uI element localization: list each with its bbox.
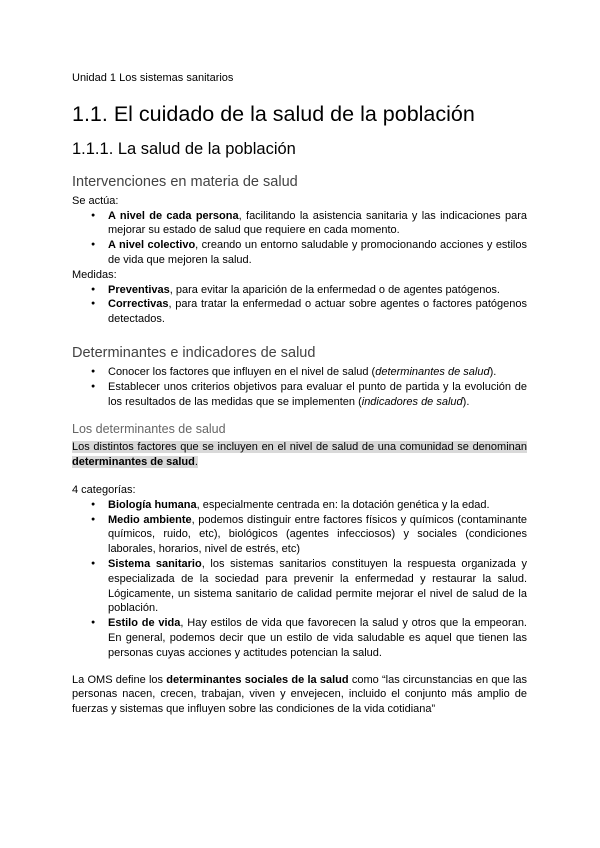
heading-los-determinantes: Los determinantes de salud [72, 422, 226, 437]
description: , especialmente centrada en: la dotación genética y la edad. [196, 498, 490, 511]
heading-determinantes-indicadores: Determinantes e indicadores de salud [72, 344, 316, 361]
list-item [108, 283, 527, 298]
text: Los distintos factores que se incluyen en el nivel de salud de una comunidad se denominan [72, 441, 527, 454]
term: A nivel colectivo [108, 239, 196, 252]
list-item [108, 209, 527, 239]
list-item [108, 380, 527, 410]
text-end: como “las circunstancias en que las personas nacen, crecen, trabajan, viven y envejecen, incluido el conjunto más amplio de fuerzas y sistemas que influyen sobre las condiciones de la vida cotidiana” [72, 673, 527, 716]
italic-term: determinantes de salud [375, 365, 490, 378]
text-end: ). [462, 395, 470, 408]
text: La OMS define los [72, 673, 167, 686]
term: Sistema sanitario [108, 557, 202, 570]
term: Preventivas [108, 283, 170, 296]
highlighted-definition [72, 440, 527, 470]
heading-intervenciones: Intervenciones en materia de salud [72, 173, 298, 190]
list-item [108, 297, 527, 327]
list-categorias [72, 498, 527, 661]
list-item [108, 498, 527, 513]
list-se-actua [72, 209, 527, 268]
term: determinantes de salud [72, 456, 195, 469]
term: Correctivas [108, 298, 169, 311]
oms-paragraph [72, 673, 527, 717]
label-medidas: Medidas: [72, 268, 117, 281]
term: determinantes sociales de la salud [166, 673, 349, 686]
label-categorias: 4 categorías: [72, 483, 136, 496]
page-header: Unidad 1 Los sistemas sanitarios [72, 72, 234, 84]
section-title: 1.1.1. La salud de la población [72, 139, 296, 158]
list-determinantes-indicadores [72, 365, 527, 409]
description: , para tratar la enfermedad o actuar sobre agentes o factores patógenos detectados. [108, 298, 527, 326]
label-se-actua: Se actúa: [72, 194, 119, 207]
list-item [108, 513, 527, 557]
description: , creando un entorno saludable y promocionando acciones y estilos de vida que mejoren la salud. [108, 239, 527, 266]
list-item [108, 557, 527, 616]
text-end: ). [489, 365, 497, 378]
text: Establecer unos criterios objetivos para evaluar el punto de partida y la evolución de los resultados de las medidas que se implementen ( [108, 380, 527, 408]
text: Conocer los factores que influyen en el nivel de salud ( [108, 365, 376, 378]
list-item [108, 238, 527, 268]
description: , podemos distinguir entre factores físicos y químicos (contaminante químicos, ruido, etc), biológicos (agentes infecciosos) y sociales (condiciones laborales, horarios, nivel de estrés, etc) [108, 513, 527, 556]
description: , los sistemas sanitarios constituyen la respuesta organizada y especializada de la sociedad para prevenir la enfermedad y restaurar la salud. Lógicamente, un sistema sanitario de calidad permite mejorar el nivel de salud de la población. [108, 557, 527, 615]
term: A nivel de cada persona [108, 209, 239, 222]
description: , facilitando la asistencia sanitaria y las indicaciones para mejorar su estado de salud que requiere en cada momento. [108, 209, 527, 237]
list-medidas [72, 283, 527, 327]
description: , para evitar la aparición de la enfermedad o de agentes patógenos. [169, 283, 500, 296]
term: Medio ambiente [108, 513, 192, 526]
term: Estilo de vida [108, 617, 181, 630]
term: Biología humana [108, 498, 197, 511]
description: , Hay estilos de vida que favorecen la salud y otros que la empeoran. En general, podemos decir que un estilo de vida saludable es aquel que tienen las personas cuyas acciones y actitudes potencian la salud. [108, 617, 527, 659]
page-title: 1.1. El cuidado de la salud de la población [72, 101, 475, 126]
document-page [72, 71, 527, 717]
text-end: . [194, 456, 198, 469]
italic-term: indicadores de salud [361, 395, 463, 408]
list-item [108, 616, 527, 660]
list-item [108, 365, 527, 380]
